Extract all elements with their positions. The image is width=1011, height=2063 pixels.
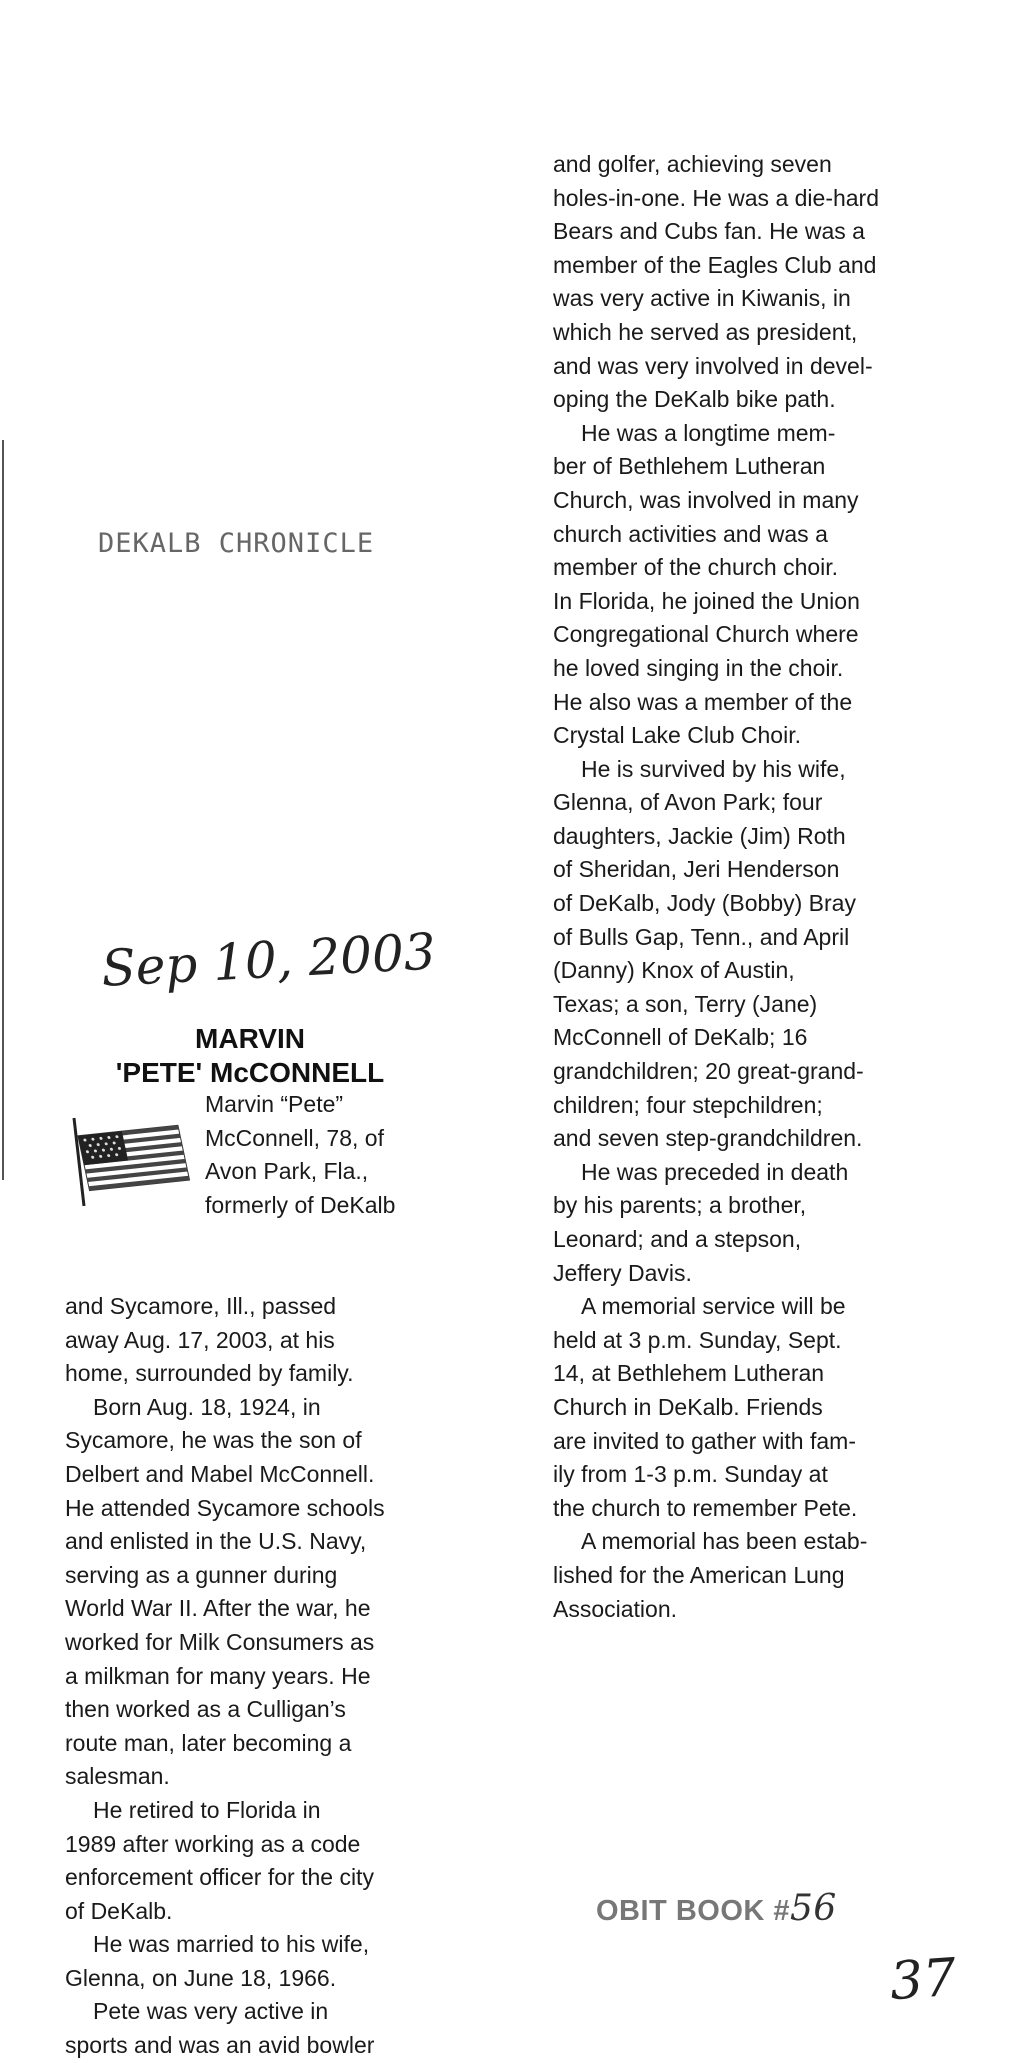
text-line: of Sheridan, Jeri Henderson bbox=[553, 856, 840, 883]
text-line: by his parents; a brother, bbox=[553, 1192, 807, 1219]
text-line: He retired to Florida in bbox=[93, 1796, 321, 1823]
text-line: Crystal Lake Club Choir. bbox=[553, 722, 801, 749]
publication-stamp: DEKALB CHRONICLE bbox=[98, 528, 375, 559]
obit-book-text: OBIT BOOK # bbox=[596, 1895, 791, 1927]
text-line: He is survived by his wife, bbox=[581, 755, 846, 782]
text-line: 1989 after working as a code bbox=[65, 1830, 361, 1857]
text-line: Glenna, of Avon Park; four bbox=[553, 789, 823, 816]
obit-book-label bbox=[596, 1888, 837, 1929]
text-line: of Bulls Gap, Tenn., and April bbox=[553, 923, 850, 950]
text-line: the church to remember Pete. bbox=[553, 1494, 858, 1521]
text-line: World War II. After the war, he bbox=[65, 1595, 371, 1622]
text-line: formerly of DeKalb bbox=[205, 1191, 396, 1218]
page-edge-line bbox=[2, 440, 4, 1180]
text-line: and Sycamore, Ill., passed bbox=[65, 1293, 337, 1319]
text-line: (Danny) Knox of Austin, bbox=[553, 957, 795, 984]
text-line: home, surrounded by family. bbox=[65, 1360, 354, 1387]
text-line: held at 3 p.m. Sunday, Sept. bbox=[553, 1326, 842, 1353]
text-line: ber of Bethlehem Lutheran bbox=[553, 453, 826, 480]
text-line: Congregational Church where bbox=[553, 621, 859, 648]
text-line: and seven step-grandchildren. bbox=[553, 1125, 863, 1152]
text-line: which he served as president, bbox=[553, 318, 858, 345]
text-line: Sycamore, he was the son of bbox=[65, 1427, 362, 1454]
text-line: and golfer, achieving seven bbox=[553, 151, 832, 177]
text-line: of DeKalb. bbox=[65, 1897, 173, 1924]
text-line: away Aug. 17, 2003, at his bbox=[65, 1326, 335, 1353]
text-line: Church, was involved in many bbox=[553, 486, 859, 513]
text-line: Jeffery Davis. bbox=[553, 1259, 692, 1286]
text-line: McConnell of DeKalb; 16 bbox=[553, 1024, 808, 1051]
text-line: Born Aug. 18, 1924, in bbox=[93, 1393, 321, 1420]
text-line: of DeKalb, Jody (Bobby) Bray bbox=[553, 890, 856, 917]
text-line: member of the Eagles Club and bbox=[553, 251, 877, 278]
text-line: ily from 1-3 p.m. Sunday at bbox=[553, 1461, 828, 1488]
text-line: In Florida, he joined the Union bbox=[553, 587, 860, 614]
obituary-headline bbox=[60, 1022, 440, 1090]
handwritten-date: Sep 10, 2003 bbox=[100, 922, 437, 998]
page-number: 37 bbox=[887, 1947, 959, 2013]
text-line: Leonard; and a stepson, bbox=[553, 1226, 802, 1252]
text-line: and was very involved in devel- bbox=[553, 352, 873, 379]
text-line: Delbert and Mabel McConnell. bbox=[65, 1460, 375, 1487]
text-line: 14, at Bethlehem Lutheran bbox=[553, 1360, 825, 1387]
text-line: and enlisted in the U.S. Navy, bbox=[65, 1528, 367, 1555]
text-line: children; four stepchildren; bbox=[553, 1091, 823, 1118]
text-line: salesman. bbox=[65, 1763, 170, 1790]
text-line: are invited to gather with fam- bbox=[553, 1427, 856, 1454]
text-line: He was a longtime mem- bbox=[581, 419, 836, 446]
obituary-right-column bbox=[553, 148, 879, 1626]
text-line: He also was a member of the bbox=[553, 688, 853, 715]
american-flag-icon bbox=[70, 1110, 190, 1210]
text-line: Texas; a son, Terry (Jane) bbox=[553, 990, 818, 1017]
obituary-left-column bbox=[65, 1290, 385, 2063]
text-line: Bears and Cubs fan. He was a bbox=[553, 218, 865, 245]
text-line: sports and was an avid bowler bbox=[65, 2032, 375, 2059]
text-line: Pete was very active in bbox=[93, 1998, 329, 2025]
text-line: He was married to his wife, bbox=[93, 1931, 370, 1958]
text-line: holes-in-one. He was a die-hard bbox=[553, 184, 880, 211]
text-line: Marvin “Pete” bbox=[205, 1091, 344, 1117]
text-line: Church in DeKalb. Friends bbox=[553, 1393, 823, 1420]
obituary-intro-column bbox=[205, 1088, 395, 1222]
text-line: member of the church choir. bbox=[553, 554, 839, 581]
headline-name: MARVIN bbox=[195, 1023, 305, 1054]
text-line: lished for the American Lung bbox=[553, 1561, 845, 1588]
text-line: enforcement officer for the city bbox=[65, 1864, 374, 1891]
text-line: was very active in Kiwanis, in bbox=[553, 285, 851, 312]
text-line: daughters, Jackie (Jim) Roth bbox=[553, 822, 846, 849]
obit-book-number: 56 bbox=[790, 1888, 837, 1929]
text-line: church activities and was a bbox=[553, 520, 828, 547]
text-line: he loved singing in the choir. bbox=[553, 654, 844, 681]
text-line: He was preceded in death bbox=[581, 1158, 849, 1185]
text-line: route man, later becoming a bbox=[65, 1729, 352, 1756]
text-line: McConnell, 78, of bbox=[205, 1124, 384, 1151]
text-line: He attended Sycamore schools bbox=[65, 1494, 385, 1521]
text-line: A memorial service will be bbox=[581, 1293, 846, 1320]
text-line: A memorial has been estab- bbox=[581, 1528, 868, 1555]
headline-nickname: 'PETE' McCONNELL bbox=[115, 1057, 385, 1088]
text-line: a milkman for many years. He bbox=[65, 1662, 371, 1689]
text-line: then worked as a Culligan’s bbox=[65, 1696, 346, 1723]
text-line: Glenna, on June 18, 1966. bbox=[65, 1964, 337, 1991]
text-line: Association. bbox=[553, 1595, 678, 1622]
text-line: serving as a gunner during bbox=[65, 1561, 338, 1588]
text-line: grandchildren; 20 great-grand- bbox=[553, 1058, 864, 1085]
text-line: Avon Park, Fla., bbox=[205, 1158, 369, 1185]
text-line: oping the DeKalb bike path. bbox=[553, 386, 836, 413]
text-line: worked for Milk Consumers as bbox=[65, 1628, 375, 1655]
